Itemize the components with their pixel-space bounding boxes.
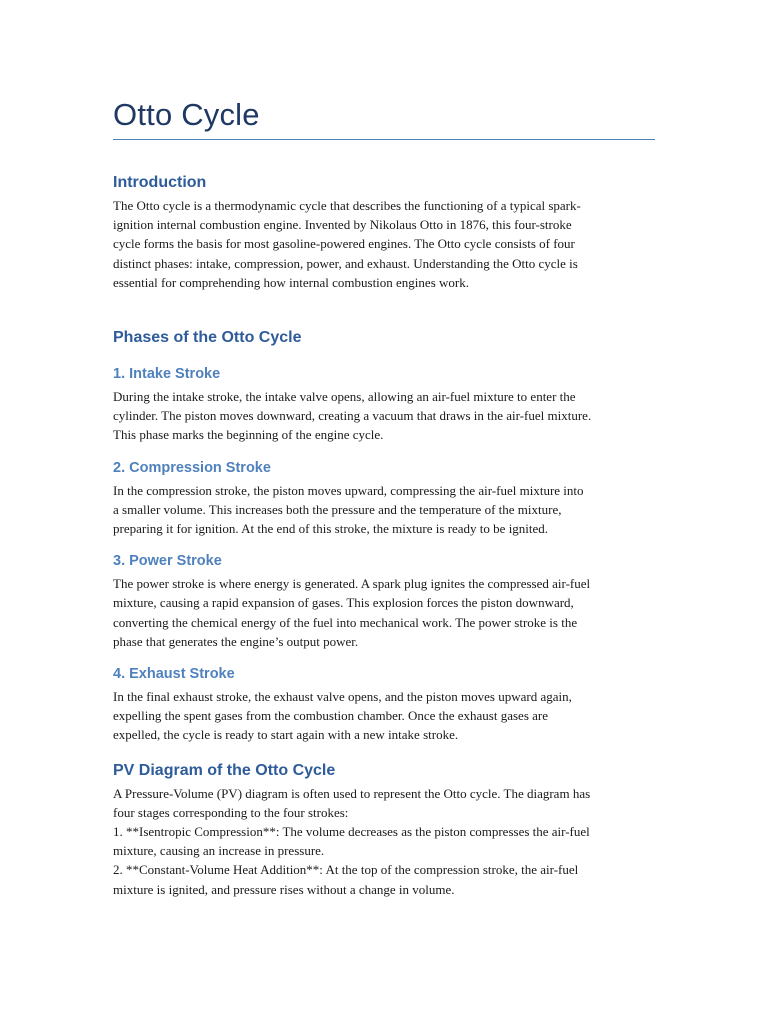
list-item-line: 1. **Isentropic Compression**: The volume decreases as the piston compresses the air-fuel (113, 824, 590, 840)
phases-section (113, 328, 655, 745)
paragraph-line: The power stroke is where energy is generated. A spark plug ignites the compressed air-fuel (113, 576, 591, 592)
paragraph-line: distinct phases: intake, compression, power, and exhaust. Understanding the Otto cycle is (113, 255, 578, 271)
compression-stroke-heading: 2. Compression Stroke (113, 459, 271, 476)
paragraph-line: The Otto cycle is a thermodynamic cycle that describes the functioning of a typical spark- (113, 198, 581, 213)
paragraph-line: essential for comprehending how internal combustion engines work. (113, 274, 469, 290)
paragraph-line: This phase marks the beginning of the engine cycle. (113, 427, 384, 443)
pv-diagram-section (113, 761, 655, 899)
introduction-heading: Introduction (113, 174, 207, 191)
paragraph-line: expelling the spent gases from the combustion chamber. Once the exhaust gases are (113, 708, 549, 724)
page-title: Otto Cycle (113, 97, 260, 132)
paragraph-line: cylinder. The piston moves downward, creating a vacuum that draws in the air-fuel mixture. (113, 408, 592, 424)
paragraph-line: In the final exhaust stroke, the exhaust valve opens, and the piston moves upward again, (113, 689, 572, 705)
paragraph-line: ignition internal combustion engine. Invented by Nikolaus Otto in 1876, this four-stroke (113, 217, 572, 233)
power-stroke-subsection (113, 551, 655, 651)
paragraph-line: In the compression stroke, the piston moves upward, compressing the air-fuel mixture into (113, 482, 584, 498)
paragraph-line: a smaller volume. This increases both the pressure and the temperature of the mixture, (113, 501, 562, 517)
list-item-line: 2. **Constant-Volume Heat Addition**: At the top of the compression stroke, the air-fuel (113, 862, 579, 878)
list-item-line: mixture is ignited, and pressure rises without a change in volume. (113, 881, 455, 897)
document-content (113, 96, 655, 899)
exhaust-stroke-heading: 4. Exhaust Stroke (113, 666, 235, 683)
paragraph-line: preparing it for ignition. At the end of this stroke, the mixture is ready to be ignited. (113, 521, 549, 537)
introduction-section (113, 173, 655, 292)
compression-stroke-paragraph (113, 481, 655, 539)
pv-diagram-paragraph (113, 784, 655, 899)
introduction-paragraph (113, 196, 655, 292)
title-divider (113, 139, 655, 140)
paragraph-line: phase that generates the engine’s output power. (113, 633, 359, 649)
exhaust-stroke-subsection (113, 664, 655, 745)
phases-heading: Phases of the Otto Cycle (113, 329, 302, 347)
pv-diagram-heading: PV Diagram of the Otto Cycle (113, 761, 336, 779)
power-stroke-heading: 3. Power Stroke (113, 553, 222, 570)
compression-stroke-subsection (113, 458, 655, 539)
list-item-line: mixture, causing an increase in pressure. (113, 843, 325, 859)
paragraph-line: cycle forms the basis for most gasoline-powered engines. The Otto cycle consists of four (113, 236, 575, 252)
exhaust-stroke-paragraph (113, 687, 655, 745)
paragraph-line: A Pressure-Volume (PV) diagram is often used to represent the Otto cycle. The diagram has (113, 785, 591, 801)
intake-stroke-subsection (113, 364, 655, 445)
intake-stroke-paragraph (113, 387, 655, 445)
paragraph-line: converting the chemical energy of the fuel into mechanical work. The power stroke is the (113, 614, 578, 630)
intake-stroke-heading: 1. Intake Stroke (113, 366, 221, 383)
paragraph-line: expelled, the cycle is ready to start again with a new intake stroke. (113, 727, 459, 743)
paragraph-line: During the intake stroke, the intake valve opens, allowing an air-fuel mixture to enter the (113, 389, 576, 405)
paragraph-line: mixture, causing a rapid expansion of gases. This explosion forces the piston downward, (113, 595, 574, 611)
paragraph-line: four stages corresponding to the four strokes: (113, 804, 349, 820)
power-stroke-paragraph (113, 574, 655, 651)
